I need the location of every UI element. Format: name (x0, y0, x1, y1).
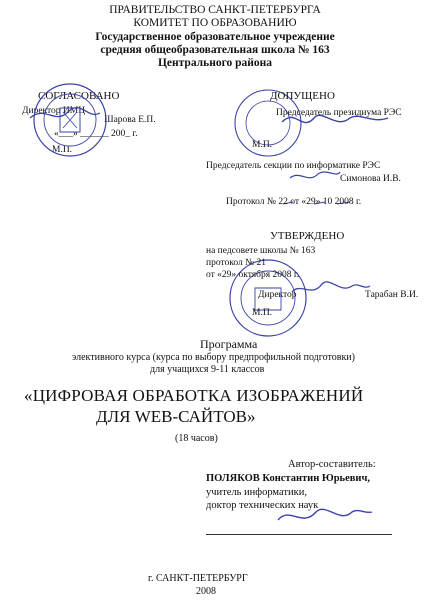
approved-director-name: Тарабан В.И. (365, 290, 419, 300)
approved-line3: от «29» октября 2008 г. (206, 270, 300, 280)
author-label: Автор-составитель: (288, 459, 376, 470)
approved-seal-label: М.П. (252, 308, 273, 318)
section-chair: Председатель секции по информатике РЭС (206, 161, 381, 171)
program-hours: (18 часов) (175, 433, 218, 444)
author-signature-line (206, 534, 392, 535)
approved-title: УТВЕРЖДЕНО (270, 230, 345, 242)
agreed-date: «___» ______ 200_ г. (54, 129, 138, 139)
district-line: Центрального района (157, 57, 273, 69)
agreed-seal-label: М.П. (52, 145, 73, 155)
footer-city: г. САНКТ-ПЕТЕРБУРГ (148, 573, 248, 584)
school-line: средняя общеобразовательная школа № 163 (100, 44, 330, 56)
approved-line2: протокол № 21 (206, 258, 267, 268)
agreed-role: Директор ИМЦ (22, 106, 86, 116)
program-desc2: для учащихся 9-11 классов (150, 364, 265, 375)
program-title-line2: ДЛЯ WEB-САЙТОВ» (96, 407, 256, 426)
approved-director: Директор (258, 290, 297, 300)
approved-line1: на педсовете школы № 163 (206, 246, 316, 256)
admitted-title: ДОПУЩЕНО (270, 90, 335, 102)
admitted-seal-label: М.П. (252, 140, 273, 150)
footer-year: 2008 (196, 586, 216, 597)
author-position2: доктор технических наук (206, 500, 319, 511)
institution-line: Государственное образовательное учреждение (95, 31, 335, 43)
admitted-chair: Председатель президиума РЭС (276, 108, 402, 118)
protocol-line: Протокол № 22 от «29» 10 2008 г. (226, 197, 362, 207)
agreed-seal-stamp (34, 84, 106, 156)
program-desc1: элективного курса (курса по выбору предпрофильной подготовки) (72, 352, 355, 363)
section-chair-name: Симонова И.В. (340, 174, 401, 184)
program-title-line1: «ЦИФРОВАЯ ОБРАБОТКА ИЗОБРАЖЕНИЙ (24, 386, 364, 405)
program-label: Программа (200, 337, 258, 351)
agreed-name: Шарова Е.П. (104, 115, 156, 125)
agreed-title: СОГЛАСОВАНО (38, 90, 120, 102)
committee-line: КОМИТЕТ ПО ОБРАЗОВАНИЮ (133, 17, 297, 29)
gov-line: ПРАВИТЕЛЬСТВО САНКТ-ПЕТЕРБУРГА (109, 4, 321, 16)
author-name: ПОЛЯКОВ Константин Юрьевич, (206, 473, 371, 484)
author-position1: учитель информатики, (206, 487, 307, 498)
